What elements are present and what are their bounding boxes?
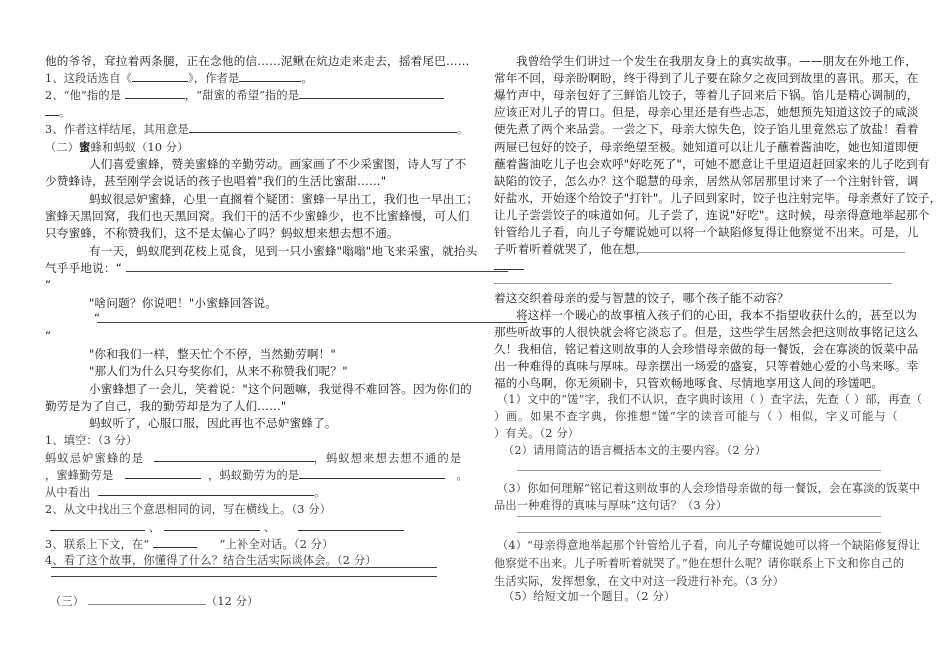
answer-line-son-thought-1[interactable] bbox=[637, 252, 905, 253]
story-line: 便先煮了两个来品尝。一尝之下，母亲大惊失色，饺子馅儿里竟然忘了放盐！看着 bbox=[494, 122, 919, 136]
answer-line-son-thought-2[interactable] bbox=[494, 269, 524, 270]
fill-text: ，蜜蜂勤劳是 bbox=[45, 469, 114, 482]
story-line: "那人们为什么只夸奖你们，从来不称赞我们呢？" bbox=[89, 364, 348, 378]
answer-blank-conclusion[interactable] bbox=[98, 484, 314, 496]
answer-blank-jealousy[interactable] bbox=[154, 450, 314, 462]
opening-quote: “ bbox=[94, 311, 101, 325]
story-line: 缺陷的饺子，怎么办？这个聪慧的母亲，居然从邻居那里讨来了一个注射针管，调 bbox=[494, 174, 919, 188]
answer-blank-sweet-hope[interactable] bbox=[299, 87, 444, 99]
story-line: 让儿子尝尝饺子的味道如何。儿子尝了，连说"好吃"。这时候，母亲得意地举起那个 bbox=[494, 208, 930, 222]
answer-blank-author[interactable] bbox=[239, 70, 301, 82]
fill-text: 。 bbox=[456, 469, 468, 482]
story-line: 爆竹声中，母亲包好了三鲜馅儿饺子，等着儿子回来后下锅。馅儿是精心调制的， bbox=[494, 88, 919, 102]
q2-text-c: 。 bbox=[59, 106, 71, 119]
story-line: 将这样一个暖心的故事植入孩子们的心田，我本不指望收获什么的，甚至以为 bbox=[516, 308, 917, 322]
answer-line-son-thought-3[interactable] bbox=[494, 283, 892, 284]
section-3-number: （三） bbox=[50, 595, 85, 608]
separator: 、 bbox=[263, 521, 276, 534]
answer-line-understanding-2[interactable] bbox=[517, 532, 881, 533]
answer-blank-synonym-2[interactable] bbox=[164, 519, 260, 531]
answer-blank-quote[interactable] bbox=[153, 536, 197, 548]
q3-text-b: ”上补全对话。（2 分） bbox=[219, 538, 334, 551]
story-line: 有一天，蚂蚁爬到花枝上觅食，见到一只小蜜蜂"嗡嗡"地飞来采蜜，就抬头 bbox=[89, 244, 478, 258]
story-line: 着这交织着母亲的爱与智慧的饺子，哪个孩子能不动容？ bbox=[494, 291, 789, 305]
answer-line-summary[interactable] bbox=[517, 470, 881, 471]
story-line: 两屉已包好的饺子，母亲绝望至极。她知道可以让儿子蘸着酱油吃，她也知道即便 bbox=[494, 140, 919, 154]
question-synonyms-title: 2、从文中找出三个意思相同的词，写在横线上。（3 分） bbox=[45, 503, 332, 516]
q3-text-b: 。 bbox=[456, 123, 469, 136]
story-line: 勤劳是为了自己，我的勤劳却是为了人们……" bbox=[45, 399, 287, 413]
section-3-heading bbox=[50, 593, 259, 610]
story-line: "啥问题？你说吧！"小蜜蜂回答说。 bbox=[89, 296, 277, 310]
question-dialogue bbox=[45, 536, 334, 553]
fill-text: 。 bbox=[314, 486, 326, 499]
fill-text: 从中看出 bbox=[45, 486, 91, 499]
q1-text-c: 。 bbox=[301, 72, 313, 85]
question-fill-line-3 bbox=[45, 484, 325, 501]
story-line: "你和我们一样，整天忙个不停，当然勤劳啊！" bbox=[89, 347, 336, 361]
answer-blank-title[interactable] bbox=[132, 70, 188, 82]
question-fill-line-1 bbox=[45, 450, 462, 467]
story-line: 针管给儿子看，向儿子夸耀说她可以将一个缺陷修复得让他察觉不出来。可是，儿 bbox=[494, 225, 919, 239]
section-3-score: （12 分） bbox=[205, 595, 259, 608]
story-line: 子听着听着就哭了，他在想， bbox=[494, 242, 648, 256]
story-line: 蘸着酱油吃儿子也会欢呼"好吃死了"，可她不愿意让千里迢迢赶回家来的儿子吃到有 bbox=[494, 157, 930, 171]
answer-blank-bee-diligence[interactable] bbox=[125, 467, 201, 479]
story-line: 我曾给学生们讲过一个发生在我朋友身上的真实故事。——朋友在外地工作， bbox=[516, 54, 917, 68]
story-line: 蜜蜂天黑回窝，我们也天黑回窝。我们干的活不少蜜蜂少，也不比蜜蜂慢，可人们 bbox=[45, 209, 470, 223]
answer-line-ant-question[interactable] bbox=[126, 271, 508, 272]
answer-line-understanding-1[interactable] bbox=[517, 516, 881, 517]
story-line: 福的小鸟啊，你无须刷卡，只管欢畅地啄食、尽情地享用这人间的珍馐吧。 bbox=[494, 376, 884, 390]
section-2-number: （二） bbox=[45, 141, 80, 154]
q2-text-b: ，“甜蜜的希望”指的是 bbox=[184, 89, 300, 102]
story-line: 那些听故事的人很快就会将它淡忘了。但是，这些学生居然会把这则故事铭记这么 bbox=[494, 325, 919, 339]
story-line: 应该正对儿子的胃口。但是，母亲心里还是有些忐忑，她想预先知道这饺子的咸淡 bbox=[494, 105, 919, 119]
answer-line-reflection-1[interactable] bbox=[51, 567, 437, 568]
story-line: 人们喜爱蜜蜂，赞美蜜蜂的辛勤劳动。画家画了不少采蜜图，诗人写了不 bbox=[89, 157, 467, 171]
question-imagination-line-3: 生活实际，发挥想象，在文中对这一段进行补充。（3 分） bbox=[494, 575, 785, 588]
question-synonyms-answers bbox=[50, 519, 404, 536]
question-3-intent bbox=[45, 121, 468, 138]
fill-text: ，蚂蚁勤劳为的是 bbox=[208, 469, 300, 482]
closing-quote: ” bbox=[45, 278, 52, 292]
question-2-continuation bbox=[45, 104, 70, 121]
answer-blank-section-3-title[interactable] bbox=[88, 593, 206, 605]
q3-text-a: 3、作者这样结尾，其用意是 bbox=[45, 123, 189, 136]
question-summary: （2）请用简洁的语言概括本文的主要内容。（2 分） bbox=[503, 444, 767, 457]
story-line: 好盐水，开始逐个给饺子"打针"。儿子回到家时，饺子也注射完毕。母亲煮好了饺子， bbox=[494, 191, 942, 205]
fill-text: ，蚂蚁想来想去想不通的是 bbox=[313, 452, 463, 465]
story-line: 气乎乎地说：“ bbox=[45, 261, 122, 275]
answer-blank-intent[interactable] bbox=[189, 121, 457, 133]
story-line: 蚂蚁听了，心服口服，因此再也不忌妒蜜蜂了。 bbox=[89, 416, 337, 430]
q3-text-a: 3、联系上下文，在“ bbox=[45, 538, 150, 551]
intro-line: 他的爷爷，耷拉着两条腿，正在念他的信……泥鳅在炕边走来走去，摇着尾巴…… bbox=[45, 54, 470, 68]
question-dictionary-line-3: ）有关。（2 分） bbox=[494, 427, 580, 440]
answer-line-dialogue[interactable] bbox=[97, 322, 527, 323]
story-line: 久！我相信，铭记着这则故事的人会珍惜母亲做的每一餐饭，会在寡淡的饭菜中品 bbox=[494, 342, 919, 356]
story-line: 常年不回，母亲盼啊盼，终于得到了儿子要在除夕之夜回到故里的喜讯。那天，在 bbox=[494, 71, 919, 85]
question-2-referent bbox=[45, 87, 444, 104]
answer-blank-synonym-3[interactable] bbox=[298, 519, 404, 531]
answer-blank-ant-diligence[interactable] bbox=[299, 467, 445, 479]
question-dictionary-line-2: ）画。如果不查字典，你推想“馐”字的读音可能与（ ）相似，字义可能与（ bbox=[494, 410, 899, 423]
question-1-source bbox=[45, 70, 313, 87]
story-line: 只夸蜜蜂，不称赞我们，这不是太偏心了吗？蚂蚁想来想去想不通。 bbox=[45, 226, 399, 240]
section-2-bold-char: 蜜 bbox=[79, 140, 91, 154]
answer-blank-continued[interactable] bbox=[45, 104, 59, 116]
story-line: 小蜜蜂想了一会儿，笑着说："这个问题嘛，我觉得不难回答。因为你们的 bbox=[89, 382, 472, 396]
question-imagination-line-2: 他察觉不出来。儿子听着听着就哭了。”他在想什么呢？请你联系上下文和你自己的 bbox=[494, 557, 905, 570]
question-reflection-title: 4、看了这个故事，你懂得了什么？结合生活实际谈体会。（2 分） bbox=[45, 554, 377, 567]
question-imagination-line-1: （4）“母亲得意地举起那个针管给儿子看，向儿子夸耀说她可以将一个缺陷修复得让 bbox=[497, 539, 921, 552]
story-line: 蚂蚁很忌妒蜜蜂，心里一直搁着个疑团：蜜蜂一早出工，我们也一早出工； bbox=[89, 192, 479, 206]
answer-blank-synonym-1[interactable] bbox=[50, 519, 145, 531]
answer-line-reflection-2[interactable] bbox=[51, 576, 437, 577]
story-line: 少赞蜂诗，甚至刚学会说话的孩子也唱着"我们的生活比蜜甜……" bbox=[45, 174, 387, 188]
question-understanding-line-1: （3）你如何理解“铭记着这则故事的人会珍惜母亲做的每一餐饭，会在寡淡的饭菜中 bbox=[497, 482, 921, 495]
question-dictionary-line-1: （1）文中的“馐”字，我们不认识，查字典时该用（ ）查字法，先查（ ）部，再查（ bbox=[497, 393, 923, 406]
fill-text: 蚂蚁忌妒蜜蜂的是 bbox=[45, 452, 145, 465]
q2-text-a: 2、“他”指的是 bbox=[45, 89, 122, 102]
section-2-title: 蜂和蚂蚁（10 分） bbox=[90, 141, 189, 154]
answer-blank-he[interactable] bbox=[125, 87, 185, 99]
q1-text-a: 1、这段话选自《 bbox=[45, 72, 133, 85]
question-fill-title: 1、填空：（3 分） bbox=[45, 434, 138, 447]
question-title: （5）给短文加一个题目。（2 分） bbox=[503, 590, 676, 603]
question-fill-line-2 bbox=[45, 467, 468, 484]
closing-quote: ” bbox=[45, 329, 52, 343]
story-line: 出一种难得的真味与厚味。母亲摆出一场爱的盛宴，只等着她心爱的小鸟来啄。幸 bbox=[494, 359, 919, 373]
question-understanding-line-2: 品出一种难得的真味与厚味”这句话？（3 分） bbox=[494, 499, 728, 512]
separator: 、 bbox=[148, 521, 161, 534]
q1-text-b: 》，作者是 bbox=[188, 72, 240, 85]
section-2-heading bbox=[45, 139, 189, 156]
